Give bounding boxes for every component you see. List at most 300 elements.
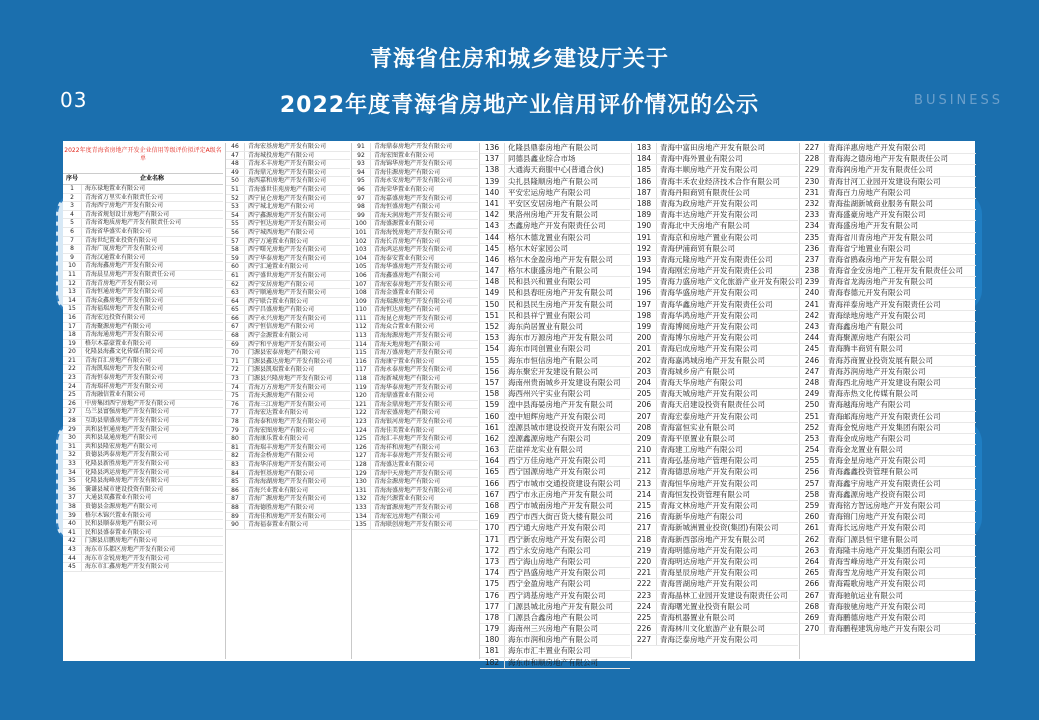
table-row	[632, 467, 798, 478]
company-name: 西宁昌盛房地产有限公司	[248, 306, 315, 314]
table-row	[63, 262, 223, 271]
table-row	[800, 546, 976, 557]
company-name: 西宁市城南房地产开发有限公司	[508, 501, 613, 510]
table-row	[632, 412, 798, 423]
table-row	[226, 195, 350, 204]
row-number: 128	[352, 461, 371, 469]
table-row	[226, 461, 350, 470]
row-number: 7	[63, 237, 82, 245]
table-row	[632, 546, 798, 557]
table-row	[800, 288, 976, 299]
company-name: 青海联创房地产开发有限公司	[374, 521, 453, 529]
company-name: 青海泛泰房地产开发有限公司	[660, 635, 758, 645]
row-number: 127	[352, 452, 371, 460]
table-row	[63, 391, 223, 400]
company-name: 尖扎县隆顺房地产有限公司	[508, 176, 598, 186]
company-name: 门源县合鑫房地产有限公司	[508, 612, 598, 622]
company-name: 同德县鑫业综合市场	[508, 154, 576, 164]
table-row	[352, 263, 478, 272]
table-row	[480, 311, 630, 322]
table-row	[800, 613, 976, 624]
table-row	[352, 229, 478, 238]
row-number: 113	[352, 332, 371, 340]
row-number: 85	[226, 478, 245, 486]
table-row	[632, 221, 798, 232]
company-name: 青海宏泰房地产开发有限公司	[660, 411, 758, 421]
table-row	[226, 418, 350, 427]
table-row	[800, 445, 976, 456]
row-number: 266	[800, 579, 825, 589]
row-number: 173	[480, 557, 505, 567]
table-row	[480, 434, 630, 445]
table-row	[352, 306, 478, 315]
company-name: 青海万盛房地产开发有限公司	[374, 349, 453, 357]
row-number: 44	[63, 555, 82, 563]
company-name: 西宁新农房地产开发有限公司	[508, 534, 606, 544]
row-number: 163	[480, 445, 505, 455]
company-name: 青海丰泰房地产开发有限公司	[374, 452, 453, 460]
table-row	[63, 237, 223, 246]
company-name: 海南州三兴房地产有限公司	[508, 624, 598, 634]
company-name: 西宁市西大街百货大楼有限公司	[508, 512, 613, 522]
row-number: 101	[352, 229, 371, 237]
row-number: 170	[480, 523, 505, 533]
company-name: 青海荣华置业有限公司	[374, 185, 435, 193]
table-row	[352, 246, 478, 255]
table-row	[63, 185, 223, 194]
table-row	[352, 375, 478, 384]
table-row	[632, 591, 798, 602]
company-name: 西宁昌盛房地产开发有限公司	[508, 568, 606, 578]
row-number: 22	[63, 365, 82, 373]
row-number: 31	[63, 443, 82, 451]
company-name: 青海启成房地产开发有限公司	[660, 344, 758, 354]
row-number: 19	[63, 340, 82, 348]
table-row	[352, 409, 478, 418]
company-name: 青海鑫房地产有限公司	[828, 322, 903, 331]
table-row	[480, 579, 630, 590]
table-row	[63, 323, 223, 332]
table-row	[800, 154, 976, 165]
row-number: 229	[800, 165, 825, 175]
row-number: 197	[632, 300, 657, 310]
row-number: 223	[632, 591, 657, 601]
table-row	[800, 568, 976, 579]
company-name: 青海明德房地产开发有限公司	[660, 545, 758, 555]
company-name: 青海华鑫房地产开发有限责任公司	[660, 299, 773, 309]
table-row	[226, 392, 350, 401]
company-name: 西宁海山房地产有限公司	[508, 556, 591, 566]
table-row	[800, 501, 976, 512]
company-name: 青海机器置业有限公司	[660, 612, 735, 622]
table-row	[226, 513, 350, 522]
table-row	[63, 477, 223, 486]
company-name: 青海凯瑞房地产开发有限公司	[85, 365, 164, 373]
row-number: 216	[632, 512, 657, 522]
row-number: 3	[63, 202, 82, 210]
row-number: 98	[352, 203, 371, 211]
company-name: 青海华洋房地产开发有限公司	[248, 460, 327, 468]
company-name: 青海瑞祥房地产开发有限公司	[85, 382, 164, 390]
company-name: 青海永泰房地产开发有限公司	[374, 366, 453, 374]
company-name: 青海康宁置业有限公司	[374, 357, 435, 365]
row-number: 239	[800, 277, 825, 287]
row-number: 246	[800, 356, 825, 366]
row-number: 179	[480, 624, 505, 634]
company-name: 青海宏图房地产有限公司	[248, 426, 315, 434]
table-row	[63, 228, 223, 237]
company-name: 青海隆丰房地产开发集团有限公司	[828, 545, 941, 555]
row-number: 21	[63, 357, 82, 365]
table-row	[63, 563, 223, 572]
company-name: 青海苏润房地产开发有限公司	[828, 366, 926, 376]
company-name: 青海海通房地产开发有限公司	[85, 331, 164, 339]
company-name: 青海鑫宇房地产开发有限责任公司	[828, 478, 941, 488]
table-row	[226, 349, 350, 358]
company-name: 杰鑫房地产开发有限责任公司	[508, 221, 606, 231]
table-row	[632, 367, 798, 378]
table-column	[351, 143, 478, 659]
table-row	[800, 512, 976, 523]
company-name: 青海鹏德房地产开发有限公司	[828, 612, 926, 622]
company-name: 门源县城北房地产开发有限公司	[508, 601, 613, 611]
row-number: 4	[63, 211, 82, 219]
company-name: 青海汇丰房地产开发有限公司	[374, 435, 453, 443]
row-number: 117	[352, 366, 371, 374]
company-name: 青海润房地产开发有限责任公司	[828, 165, 933, 175]
row-number: 104	[352, 255, 371, 263]
table-row	[800, 233, 976, 244]
row-number: 1	[63, 185, 82, 193]
row-number: 126	[352, 444, 371, 452]
table-row	[226, 504, 350, 513]
company-name: 青海平原置业有限公司	[660, 433, 735, 443]
company-name: 青海文林房地产开发有限公司	[660, 501, 758, 510]
row-number: 69	[226, 341, 245, 349]
row-number: 185	[632, 165, 657, 175]
row-number: 136	[480, 143, 505, 153]
table-row	[480, 624, 630, 635]
row-number: 234	[800, 221, 825, 231]
row-number: 240	[800, 288, 825, 298]
company-name: 青海鑫源房地产投资有限公司	[828, 489, 926, 499]
table-row	[352, 349, 478, 358]
document-heading: 2022年度青海省房地产开发企业信用等级评价拟评定A级名单	[63, 143, 223, 174]
table-row	[632, 523, 798, 534]
row-number: 41	[63, 529, 82, 537]
row-number: 129	[352, 470, 371, 478]
row-number: 174	[480, 568, 505, 578]
row-number: 65	[226, 306, 245, 314]
company-name: 青海天地房地产有限公司	[374, 340, 441, 348]
table-row	[480, 490, 630, 501]
company-name: 青海甘河工业园开发建设有限公司	[828, 176, 941, 186]
company-name: 贵德县鸿泰房地产开发有限公司	[85, 451, 170, 459]
row-number: 187	[632, 188, 657, 198]
company-name: 青海鑫鑫投资管理有限公司	[828, 467, 918, 477]
row-number: 30	[63, 434, 82, 442]
table-row	[800, 255, 976, 266]
row-number: 182	[480, 658, 505, 668]
row-number: 108	[352, 289, 371, 297]
table-row	[480, 233, 630, 244]
company-name: 青海佳和房地产开发有限公司	[248, 512, 327, 520]
row-number: 154	[480, 344, 505, 354]
row-number: 37	[63, 494, 82, 502]
row-number: 168	[480, 501, 505, 511]
table-row	[352, 392, 478, 401]
table-row	[226, 220, 350, 229]
table-row	[63, 520, 223, 529]
company-name: 门源县兴隆房地产开发有限公司	[248, 375, 333, 383]
company-name: 青海建工房地产有限公司	[660, 445, 743, 455]
table-row	[800, 277, 976, 288]
company-name: 海南州贵南城乡开发建设有限公司	[508, 377, 621, 387]
table-row	[226, 470, 350, 479]
table-row	[480, 613, 630, 624]
company-name: 青海北中天房地产有限公司	[660, 221, 750, 231]
table-row	[352, 461, 478, 470]
column-header-name: 企业名称	[139, 175, 164, 182]
row-number: 258	[800, 490, 825, 500]
table-row	[480, 479, 630, 490]
row-number: 133	[352, 504, 371, 512]
row-number: 55	[226, 220, 245, 228]
row-number: 135	[352, 521, 371, 529]
company-name: 西宁华泰房地产开发有限公司	[248, 254, 327, 262]
row-number: 116	[352, 358, 371, 366]
company-name: 青海万方房地产开发有限公司	[248, 383, 327, 391]
table-row	[480, 389, 630, 400]
row-number: 171	[480, 535, 505, 545]
row-number: 59	[226, 255, 245, 263]
table-row	[352, 177, 478, 186]
row-number: 96	[352, 186, 371, 194]
company-name: 西宁鑫源房地产开发有限公司	[248, 211, 327, 219]
company-name: 平安区安居房地产有限公司	[508, 198, 598, 208]
company-name: 西宁通大房地产开发有限公司	[508, 523, 606, 533]
row-number: 27	[63, 408, 82, 416]
row-number: 86	[226, 487, 245, 495]
table-row	[63, 537, 223, 546]
company-name: 青海京和房地产置业有限公司	[660, 232, 758, 242]
table-row	[63, 348, 223, 357]
table-row	[632, 423, 798, 434]
row-number: 244	[800, 333, 825, 343]
row-number: 161	[480, 423, 505, 433]
row-number: 60	[226, 263, 245, 271]
row-number: 110	[352, 306, 371, 314]
company-name: 青海为政房地产开发有限公司	[660, 198, 758, 208]
table-row	[632, 389, 798, 400]
company-name: 青海省川青房地产开发有限公司	[828, 232, 933, 242]
table-row	[226, 452, 350, 461]
company-name: 青海富源房地产开发有限公司	[374, 503, 453, 511]
row-number: 177	[480, 602, 505, 612]
row-number: 224	[632, 602, 657, 612]
table-row	[480, 400, 630, 411]
company-name: 青海宏盛房地产有限公司	[374, 409, 441, 417]
table-row	[632, 311, 798, 322]
company-name: 青海天源房地产有限公司	[248, 392, 315, 400]
company-name: 共和县恒通房地产开发有限公司	[85, 425, 170, 433]
company-name: 青海金源房地产有限公司	[374, 478, 441, 486]
row-number: 95	[352, 177, 371, 185]
table-row	[632, 456, 798, 467]
row-number: 210	[632, 445, 657, 455]
table-row	[226, 495, 350, 504]
row-number: 186	[632, 177, 657, 187]
company-name: 囊谦县城市建设投资有限公司	[85, 485, 164, 493]
row-number: 93	[352, 160, 371, 168]
row-number: 61	[226, 272, 245, 280]
row-number: 230	[800, 177, 825, 187]
row-number: 56	[226, 229, 245, 237]
row-number: 204	[632, 378, 657, 388]
table-row	[632, 344, 798, 355]
company-name: 青海恒达房地产有限公司	[374, 306, 441, 314]
row-number: 89	[226, 513, 245, 521]
row-number: 39	[63, 512, 82, 520]
table-row	[352, 452, 478, 461]
table-row	[800, 602, 976, 613]
company-name: 青海新城洲置业投资(集团)有限公司	[660, 523, 779, 533]
table-row	[226, 366, 350, 375]
table-row	[632, 233, 798, 244]
company-name: 西宁顺通房地产开发有限公司	[248, 289, 327, 297]
table-row	[800, 210, 976, 221]
row-number: 66	[226, 315, 245, 323]
row-number: 147	[480, 266, 505, 276]
row-number: 189	[632, 210, 657, 220]
page-title-line1: 青海省住房和城乡建设厅关于	[369, 47, 669, 72]
company-name: 青海弘基房地产管理有限公司	[660, 456, 758, 466]
table-row	[800, 300, 976, 311]
company-name: 青海康乐置业有限公司	[248, 435, 309, 443]
company-name: 青海海鑫房地产开发有限公司	[85, 262, 164, 270]
company-name: 青海元隆房地产开发有限责任公司	[660, 254, 773, 264]
table-row	[352, 195, 478, 204]
row-number: 191	[632, 233, 657, 243]
table-column	[225, 143, 350, 659]
row-number: 245	[800, 344, 825, 354]
row-number: 82	[226, 452, 245, 460]
company-name: 西宁金盈房地产有限公司	[508, 579, 591, 589]
company-name: 海西州兴宇实业有限公司	[508, 389, 591, 399]
table-row	[800, 535, 976, 546]
company-name: 青海铭方智远房地产开发有限公司	[828, 501, 941, 510]
table-row	[800, 367, 976, 378]
table-row	[800, 400, 976, 411]
company-name: 西宁恒信房地产有限公司	[248, 323, 315, 331]
table-row	[800, 165, 976, 176]
row-number: 26	[63, 400, 82, 408]
row-number: 178	[480, 613, 505, 623]
company-name: 青海博阅房地产开发有限公司	[660, 322, 758, 331]
company-name: 化隆县海峰房地产开发有限公司	[85, 477, 170, 485]
row-number: 34	[63, 469, 82, 477]
table-row	[632, 199, 798, 210]
row-number: 84	[226, 470, 245, 478]
row-number: 211	[632, 456, 657, 466]
table-row	[480, 535, 630, 546]
table-row	[352, 521, 478, 530]
row-number: 156	[480, 367, 505, 377]
company-name: 化隆县鼎泰房地产有限公司	[508, 143, 598, 152]
company-name: 西宁市永正房地产开发有限公司	[508, 489, 613, 499]
row-number: 236	[800, 244, 825, 254]
row-number: 99	[352, 212, 371, 220]
company-name: 格尔木金盈房地产开发有限公司	[508, 254, 613, 264]
row-number: 67	[226, 323, 245, 331]
row-number: 137	[480, 154, 505, 164]
company-name: 青海博尔房地产开发有限公司	[660, 333, 758, 343]
table-row	[352, 332, 478, 341]
company-name: 青海恒发投资管理有限公司	[660, 489, 750, 499]
company-name: 格尔木德龙置业有限公司	[508, 232, 591, 242]
table-row	[632, 479, 798, 490]
row-number: 218	[632, 535, 657, 545]
row-number: 213	[632, 479, 657, 489]
table-row	[352, 513, 478, 522]
company-name: 青海腾丰商贸有限公司	[828, 344, 903, 354]
row-number: 155	[480, 356, 505, 366]
company-name: 海东市乐都区房地产开发有限公司	[85, 545, 176, 553]
company-name: 青海银河房地产开发有限公司	[374, 418, 453, 425]
company-name: 青海瑞源房地产开发有限公司	[374, 297, 453, 305]
table-row	[226, 435, 350, 444]
row-number: 145	[480, 244, 505, 254]
company-name: 西宁城西房地产有限公司	[248, 228, 315, 236]
row-number: 43	[63, 546, 82, 554]
company-name: 青海海湖房地产开发有限公司	[248, 478, 327, 486]
row-number: 200	[632, 333, 657, 343]
company-name: 青海中海外置业有限公司	[660, 154, 743, 164]
company-name: 青海中富田房地产开发有限公司	[660, 143, 765, 152]
company-name: 青海广源房地产开发有限公司	[248, 495, 327, 503]
row-number: 73	[226, 375, 245, 383]
row-number: 176	[480, 591, 505, 601]
table-row	[226, 238, 350, 247]
company-name: 青海天润房地产开发有限公司	[374, 211, 453, 219]
company-name: 青海泰和房地产开发有限公司	[248, 418, 327, 425]
table-row	[480, 512, 630, 523]
company-name: 贵德县金源房地产有限公司	[85, 502, 158, 510]
table-row	[352, 186, 478, 195]
row-number: 162	[480, 434, 505, 444]
company-name: 格尔木好家园公司	[508, 243, 568, 253]
row-number: 114	[352, 341, 371, 349]
row-number: 259	[800, 501, 825, 511]
company-name: 青海鼎泰房地产开发有限公司	[374, 143, 453, 150]
row-number: 102	[352, 238, 371, 246]
table-row	[480, 221, 630, 232]
table-row	[63, 331, 223, 340]
table-row	[800, 389, 976, 400]
row-number: 209	[632, 434, 657, 444]
table-row	[480, 646, 630, 657]
row-number: 49	[226, 169, 245, 177]
table-row	[480, 501, 630, 512]
company-name: 海东市同创置业有限公司	[508, 344, 591, 354]
row-number: 100	[352, 220, 371, 228]
table-row	[352, 289, 478, 298]
company-name: 民和县兴和置业有限公司	[508, 277, 591, 287]
row-number: 109	[352, 298, 371, 306]
table-row	[226, 427, 350, 436]
company-name: 海东禄地置业有限公司	[85, 185, 146, 192]
row-number: 74	[226, 384, 245, 392]
